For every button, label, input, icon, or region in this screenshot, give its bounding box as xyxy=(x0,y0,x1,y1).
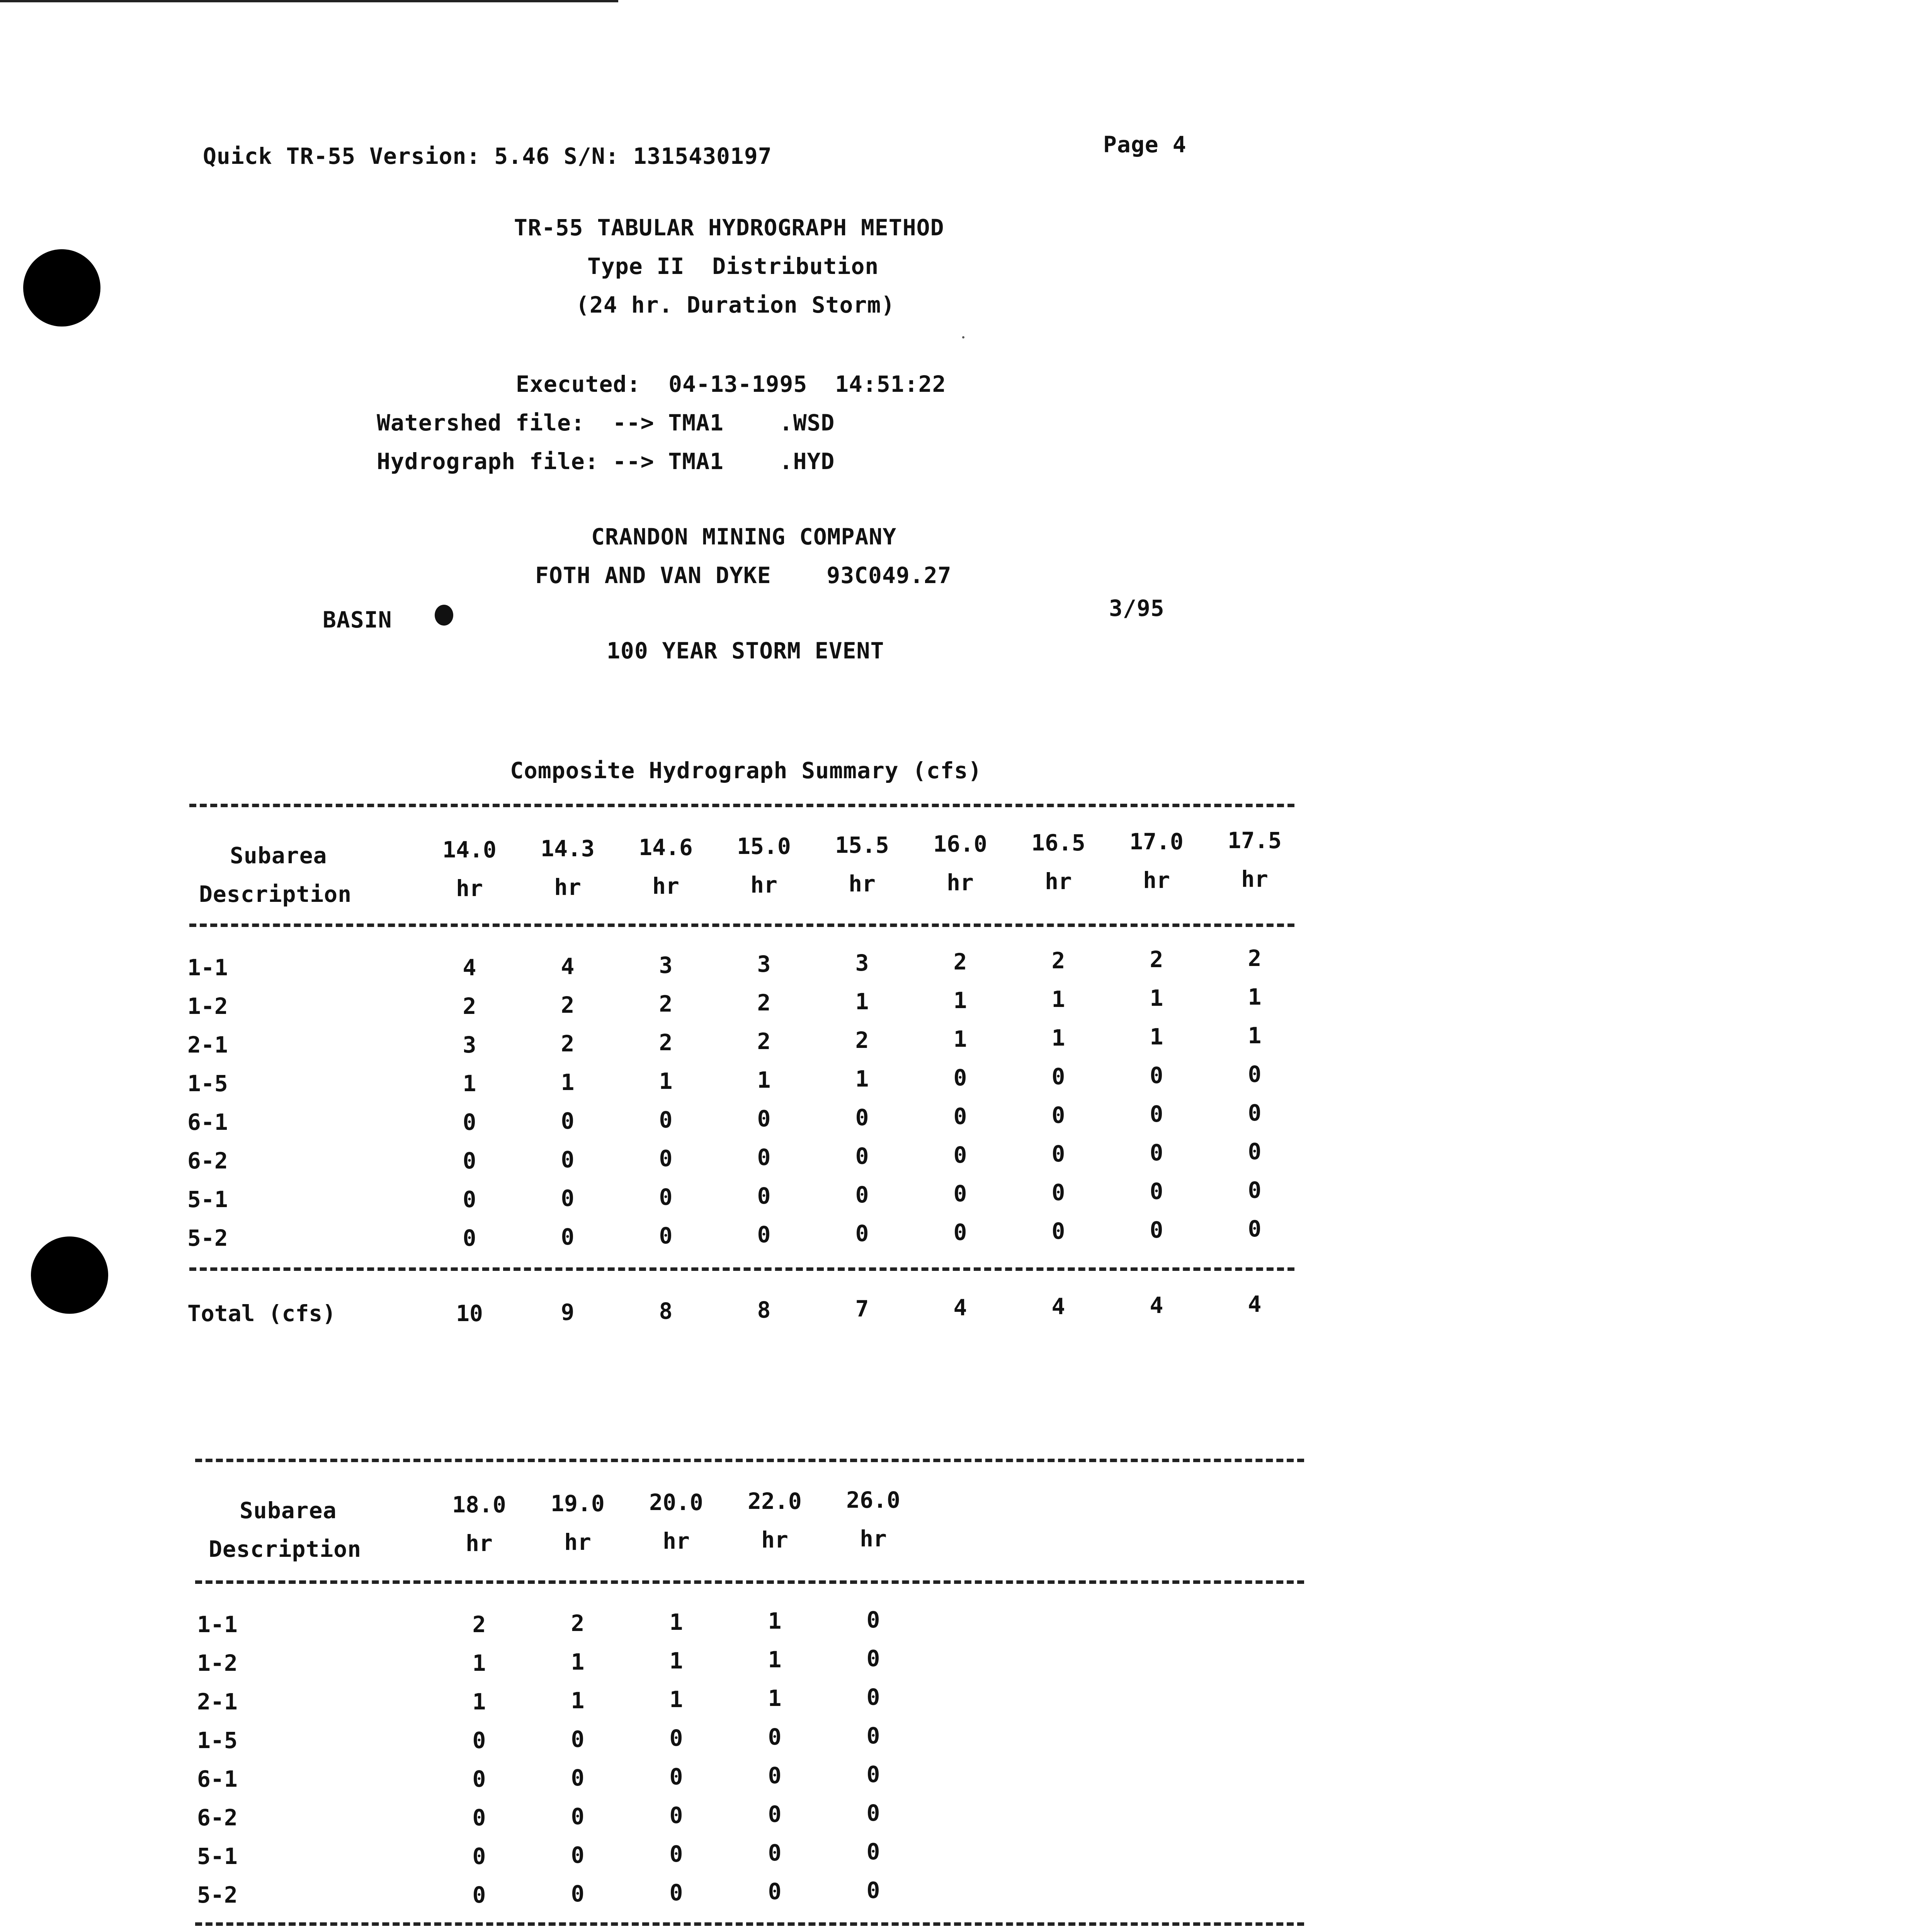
flow-value-cell: 0 xyxy=(866,1800,880,1826)
flow-value-cell: 0 xyxy=(953,1103,967,1129)
flow-value-cell: 1 xyxy=(1248,984,1262,1010)
flow-value-cell: 1 xyxy=(561,1069,575,1095)
flow-value-cell: 0 xyxy=(866,1838,880,1865)
flow-value-cell: 0 xyxy=(1051,1218,1065,1244)
t1-col-header-time: 14.3 xyxy=(541,835,595,862)
t1-col-header-time: 15.5 xyxy=(835,832,889,858)
flow-value-cell: 0 xyxy=(757,1221,771,1248)
flow-value-cell: 0 xyxy=(768,1724,782,1750)
flow-value-cell: 0 xyxy=(866,1761,880,1787)
flow-value-cell: 0 xyxy=(1150,1178,1163,1204)
flow-value-cell: 0 xyxy=(561,1185,575,1211)
total-value-cell: 4 xyxy=(1051,1293,1065,1320)
flow-value-cell: 0 xyxy=(659,1184,673,1210)
flow-value-cell: 0 xyxy=(866,1684,880,1710)
flow-value-cell: 1 xyxy=(669,1609,683,1635)
flow-value-cell: 1 xyxy=(1150,1024,1163,1050)
row-subarea-label: 5-1 xyxy=(187,1186,228,1213)
flow-value-cell: 2 xyxy=(472,1611,486,1638)
flow-value-cell: 2 xyxy=(1248,945,1262,971)
t1-col-header-unit: hr xyxy=(1143,867,1170,893)
flow-value-cell: 0 xyxy=(757,1144,771,1170)
row-subarea-label: 6-2 xyxy=(197,1804,238,1831)
flow-value-cell: 0 xyxy=(855,1182,869,1208)
flow-value-cell: 0 xyxy=(659,1223,673,1249)
t1-col-header-unit: hr xyxy=(1045,868,1072,895)
flow-value-cell: 2 xyxy=(757,990,771,1016)
flow-value-cell: 1 xyxy=(669,1686,683,1713)
table1-description-header: Description xyxy=(199,881,352,907)
flow-value-cell: 1 xyxy=(768,1646,782,1673)
flow-value-cell: 0 xyxy=(1051,1063,1065,1090)
flow-value-cell: 0 xyxy=(1051,1141,1065,1167)
flow-value-cell: 0 xyxy=(472,1804,486,1831)
flow-value-cell: 0 xyxy=(1051,1179,1065,1206)
flow-value-cell: 1 xyxy=(571,1649,585,1675)
flow-value-cell: 0 xyxy=(463,1186,476,1213)
flow-value-cell: 0 xyxy=(472,1766,486,1792)
flow-value-cell: 0 xyxy=(561,1108,575,1134)
total-value-cell: 4 xyxy=(953,1294,967,1321)
flow-value-cell: 1 xyxy=(953,987,967,1014)
flow-value-cell: 0 xyxy=(571,1803,585,1830)
total-label: Total (cfs) xyxy=(187,1300,336,1327)
flow-value-cell: 0 xyxy=(855,1104,869,1131)
flow-value-cell: 2 xyxy=(953,949,967,975)
total-value-cell: 9 xyxy=(561,1299,575,1325)
total-value-cell: 10 xyxy=(456,1300,483,1327)
flow-value-cell: 1 xyxy=(472,1650,486,1676)
distribution-type: Type II Distribution xyxy=(587,253,879,279)
flow-value-cell: 0 xyxy=(669,1879,683,1906)
t1-col-header-time: 15.0 xyxy=(737,833,791,859)
flow-value-cell: 0 xyxy=(855,1220,869,1247)
row-subarea-label: 5-1 xyxy=(197,1843,238,1869)
flow-value-cell: 0 xyxy=(1150,1062,1163,1088)
t2-col-header-time: 19.0 xyxy=(551,1490,605,1517)
flow-value-cell: 0 xyxy=(669,1764,683,1790)
t1-col-header-unit: hr xyxy=(750,872,777,898)
flow-value-cell: 2 xyxy=(1150,946,1163,973)
t1-col-header-time: 16.5 xyxy=(1031,830,1085,856)
flow-value-cell: 1 xyxy=(1051,986,1065,1012)
scan-edge-line xyxy=(0,0,618,2)
flow-value-cell: 0 xyxy=(571,1842,585,1868)
t2-col-header-unit: hr xyxy=(860,1526,887,1552)
flow-value-cell: 0 xyxy=(1150,1217,1163,1243)
flow-value-cell: 3 xyxy=(463,1032,476,1058)
flow-value-cell: 0 xyxy=(571,1881,585,1907)
table2-bottom-rule xyxy=(195,1922,1304,1926)
flow-value-cell: 0 xyxy=(855,1143,869,1169)
table2-subarea-header: Subarea xyxy=(240,1497,337,1524)
flow-value-cell: 0 xyxy=(866,1645,880,1672)
flow-value-cell: 1 xyxy=(855,1066,869,1092)
t2-col-header-time: 22.0 xyxy=(748,1488,802,1514)
basin-mark-blot xyxy=(435,605,453,626)
flow-value-cell: 1 xyxy=(757,1067,771,1093)
total-value-cell: 8 xyxy=(757,1297,771,1323)
row-subarea-label: 5-2 xyxy=(197,1882,238,1908)
flow-value-cell: 0 xyxy=(1248,1216,1262,1242)
report-title: TR-55 TABULAR HYDROGRAPH METHOD xyxy=(514,214,944,241)
flow-value-cell: 2 xyxy=(463,993,476,1019)
flow-value-cell: 2 xyxy=(659,991,673,1017)
flow-value-cell: 0 xyxy=(561,1224,575,1250)
t1-col-header-time: 14.6 xyxy=(639,834,693,861)
flow-value-cell: 0 xyxy=(1248,1177,1262,1203)
flow-value-cell: 0 xyxy=(463,1109,476,1135)
t2-col-header-time: 20.0 xyxy=(649,1489,703,1515)
flow-value-cell: 1 xyxy=(1248,1022,1262,1049)
flow-value-cell: 1 xyxy=(571,1687,585,1714)
row-subarea-label: 6-2 xyxy=(187,1148,228,1174)
flow-value-cell: 2 xyxy=(561,992,575,1018)
flow-value-cell: 0 xyxy=(768,1878,782,1905)
flow-value-cell: 0 xyxy=(472,1882,486,1908)
row-subarea-label: 1-5 xyxy=(187,1070,228,1097)
t2-col-header-unit: hr xyxy=(466,1530,493,1556)
flow-value-cell: 0 xyxy=(1150,1101,1163,1127)
flow-value-cell: 1 xyxy=(1150,985,1163,1011)
row-subarea-label: 1-2 xyxy=(197,1650,238,1676)
flow-value-cell: 0 xyxy=(472,1727,486,1753)
report-date: 3/95 xyxy=(1109,595,1165,621)
flow-value-cell: 0 xyxy=(1150,1139,1163,1166)
flow-value-cell: 1 xyxy=(659,1068,673,1094)
flow-value-cell: 0 xyxy=(463,1148,476,1174)
flow-value-cell: 0 xyxy=(953,1065,967,1091)
storm-duration: (24 hr. Duration Storm) xyxy=(576,292,895,318)
row-subarea-label: 2-1 xyxy=(187,1032,228,1058)
flow-value-cell: 3 xyxy=(757,951,771,977)
row-subarea-label: 5-2 xyxy=(187,1225,228,1251)
total-value-cell: 8 xyxy=(659,1298,673,1324)
flow-value-cell: 0 xyxy=(1248,1061,1262,1087)
flow-value-cell: 2 xyxy=(757,1028,771,1054)
table1-header-rule xyxy=(189,923,1294,927)
flow-value-cell: 0 xyxy=(571,1765,585,1791)
flow-value-cell: 1 xyxy=(855,988,869,1015)
flow-value-cell: 0 xyxy=(659,1145,673,1172)
table1-subarea-header: Subarea xyxy=(230,842,327,869)
row-subarea-label: 1-2 xyxy=(187,993,228,1019)
t1-col-header-time: 17.5 xyxy=(1228,827,1282,854)
table2-header-rule xyxy=(195,1580,1304,1584)
table1-top-rule xyxy=(189,804,1294,807)
flow-value-cell: 1 xyxy=(768,1685,782,1711)
flow-value-cell: 0 xyxy=(463,1225,476,1251)
flow-value-cell: 0 xyxy=(953,1219,967,1245)
flow-value-cell: 0 xyxy=(1051,1102,1065,1128)
t1-col-header-unit: hr xyxy=(652,873,679,899)
flow-value-cell: 0 xyxy=(571,1726,585,1752)
flow-value-cell: 0 xyxy=(866,1877,880,1903)
t1-col-header-unit: hr xyxy=(849,871,876,897)
t1-col-header-time: 16.0 xyxy=(933,831,987,857)
flow-value-cell: 2 xyxy=(1051,947,1065,974)
flow-value-cell: 0 xyxy=(669,1841,683,1867)
flow-value-cell: 0 xyxy=(757,1105,771,1132)
flow-value-cell: 0 xyxy=(669,1725,683,1751)
flow-value-cell: 1 xyxy=(463,1070,476,1097)
flow-value-cell: 1 xyxy=(953,1026,967,1052)
flow-value-cell: 0 xyxy=(953,1180,967,1207)
t2-col-header-unit: hr xyxy=(564,1529,591,1555)
flow-value-cell: 2 xyxy=(561,1031,575,1057)
flow-value-cell: 0 xyxy=(953,1142,967,1168)
t1-col-header-unit: hr xyxy=(554,874,581,900)
t1-col-header-time: 14.0 xyxy=(442,837,497,863)
version-line: Quick TR-55 Version: 5.46 S/N: 1315430197 xyxy=(203,143,772,169)
company-name: CRANDON MINING COMPANY xyxy=(591,524,897,550)
total-value-cell: 7 xyxy=(855,1296,869,1322)
basin-label: BASIN xyxy=(323,607,392,633)
t1-col-header-unit: hr xyxy=(947,869,974,896)
page-number: Page 4 xyxy=(1103,131,1187,158)
flow-value-cell: 1 xyxy=(1051,1025,1065,1051)
row-subarea-label: 1-1 xyxy=(197,1611,238,1638)
flow-value-cell: 4 xyxy=(561,953,575,980)
flow-value-cell: 0 xyxy=(768,1801,782,1827)
row-subarea-label: 6-1 xyxy=(187,1109,228,1135)
scan-speck xyxy=(962,336,964,338)
total-value-cell: 4 xyxy=(1248,1291,1262,1317)
flow-value-cell: 0 xyxy=(659,1107,673,1133)
watershed-file-line: Watershed file: --> TMA1 .WSD xyxy=(377,410,835,436)
flow-value-cell: 0 xyxy=(768,1762,782,1789)
punch-hole-middle xyxy=(31,1236,108,1314)
flow-value-cell: 0 xyxy=(757,1183,771,1209)
total-value-cell: 4 xyxy=(1150,1292,1163,1318)
flow-value-cell: 1 xyxy=(768,1608,782,1634)
punch-hole-top xyxy=(23,249,100,327)
flow-value-cell: 0 xyxy=(472,1843,486,1869)
flow-value-cell: 0 xyxy=(1248,1138,1262,1165)
t2-col-header-unit: hr xyxy=(663,1528,690,1554)
flow-value-cell: 0 xyxy=(669,1802,683,1828)
t2-col-header-unit: hr xyxy=(761,1527,788,1553)
flow-value-cell: 1 xyxy=(669,1648,683,1674)
flow-value-cell: 1 xyxy=(472,1689,486,1715)
table2-top-rule xyxy=(195,1459,1304,1462)
flow-value-cell: 0 xyxy=(866,1607,880,1633)
flow-value-cell: 0 xyxy=(768,1840,782,1866)
row-subarea-label: 1-5 xyxy=(197,1727,238,1753)
executed-line: Executed: 04-13-1995 14:51:22 xyxy=(516,371,946,397)
row-subarea-label: 2-1 xyxy=(197,1689,238,1715)
firm-and-project: FOTH AND VAN DYKE 93C049.27 xyxy=(535,562,952,588)
flow-value-cell: 3 xyxy=(855,950,869,976)
t1-col-header-unit: hr xyxy=(1241,866,1268,892)
summary-title: Composite Hydrograph Summary (cfs) xyxy=(510,757,982,784)
flow-value-cell: 2 xyxy=(855,1027,869,1053)
t1-col-header-unit: hr xyxy=(456,875,483,901)
flow-value-cell: 0 xyxy=(561,1146,575,1173)
flow-value-cell: 2 xyxy=(659,1029,673,1056)
t1-col-header-time: 17.0 xyxy=(1129,828,1184,855)
flow-value-cell: 3 xyxy=(659,952,673,978)
table2-description-header: Description xyxy=(209,1536,362,1562)
storm-event: 100 YEAR STORM EVENT xyxy=(607,638,884,664)
t2-col-header-time: 18.0 xyxy=(452,1492,506,1518)
flow-value-cell: 4 xyxy=(463,954,476,981)
flow-value-cell: 0 xyxy=(866,1723,880,1749)
flow-value-cell: 2 xyxy=(571,1610,585,1636)
table1-bottom-rule xyxy=(189,1267,1294,1271)
flow-value-cell: 0 xyxy=(1248,1100,1262,1126)
row-subarea-label: 1-1 xyxy=(187,954,228,981)
t2-col-header-time: 26.0 xyxy=(846,1487,900,1513)
hydrograph-file-line: Hydrograph file: --> TMA1 .HYD xyxy=(377,448,835,474)
row-subarea-label: 6-1 xyxy=(197,1766,238,1792)
